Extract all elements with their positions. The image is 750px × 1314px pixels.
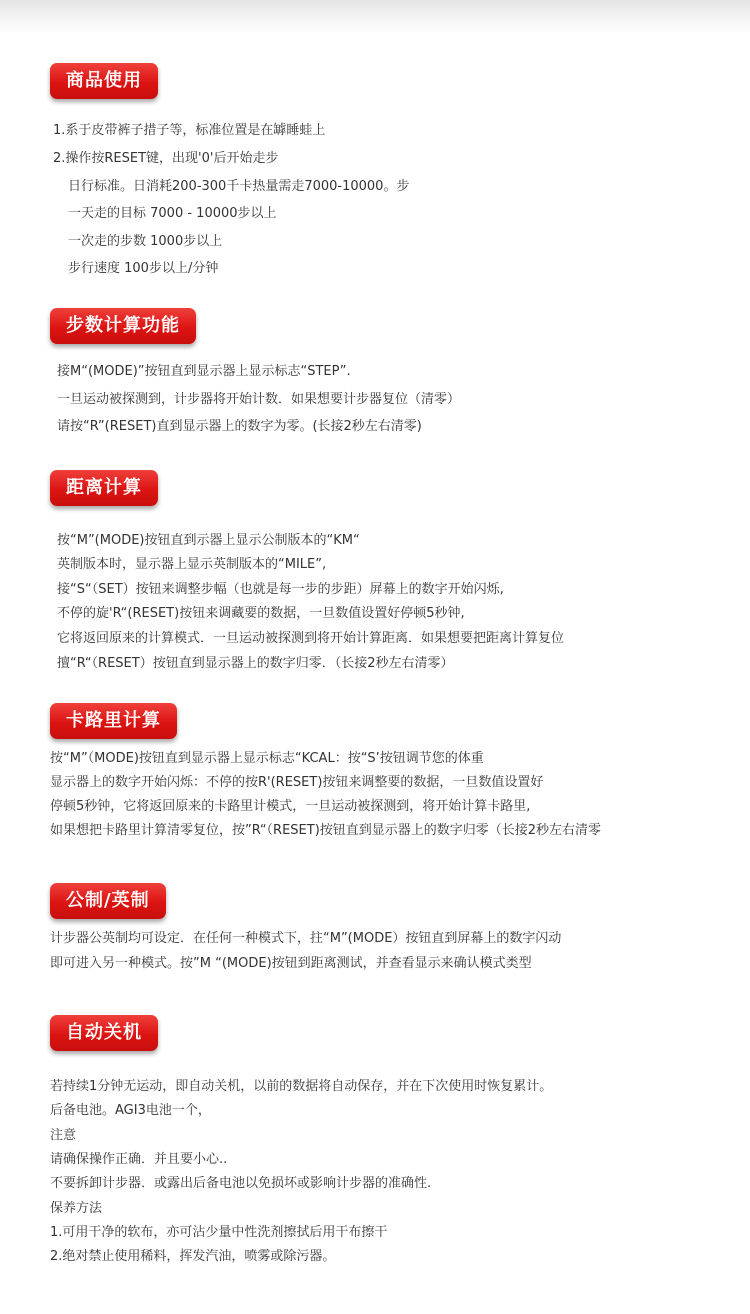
text-line: 计步器公英制均可设定．在任何一种模式下，拄“M”(MODE）按钮直到屏幕上的数字闪动 xyxy=(50,931,562,946)
section-title: 卡路里计算 xyxy=(50,703,177,739)
text-line: 保养方法 xyxy=(50,1201,103,1216)
text-line: 如果想把卡路里计算清零复位，按”R“（RESET)按钮直到显示器上的数字归零（长接2秒左右清零 xyxy=(50,823,602,838)
text-line: 停顿5秒钟，它将返回原来的卡路里计模式，一旦运动被探测到，将开始计算卡路里, xyxy=(50,799,531,814)
text-line: 一旦运动被探测到，计步器将开始计数．如果想要计步器复位（清零） xyxy=(57,392,461,407)
top-shadow-bar xyxy=(0,0,750,34)
text-line: 2.绝对禁止使用稀料，挥发汽油，喷雾或除污器。 xyxy=(50,1249,336,1264)
text-line: 它将返回原来的计算模式．一旦运动被探测到将开始计算距离．如果想要把距离计算复位 xyxy=(57,631,565,646)
section-title: 自动关机 xyxy=(50,1015,158,1051)
text-line: 一天走的目标 7000 - 10000步以上 xyxy=(68,206,277,221)
text-line: 1.可用干净的软布，亦可沾少量中性洗剂擦拭后用干布擦干 xyxy=(50,1225,388,1240)
text-line: 即可进入另一种模式。按”M “(MODE)按钮到距离测试，并查看显示来确认模式类型 xyxy=(50,956,532,971)
text-line: 擅“R“（RESET）按钮直到显示器上的数字归零．（长接2秒左右清零） xyxy=(57,656,454,671)
text-line: 步行速度 100步以上/分钟 xyxy=(68,261,219,276)
section-title: 步数计算功能 xyxy=(50,308,196,344)
text-line: 接M“(MODE)”按钮直到显示器上显示标志“STEP”. xyxy=(57,364,351,379)
text-line: 注意 xyxy=(50,1128,77,1143)
text-line: 一次走的步数 1000步以上 xyxy=(68,234,223,249)
text-line: 请按“R”(RESET)直到显示器上的数字为零。(长接2秒左右清零) xyxy=(57,419,422,434)
section-title: 距离计算 xyxy=(50,470,158,506)
text-line: 显示器上的数字开始闪烁：不停的按R'(RESET)按钮来调整要的数据，一旦数值设置好 xyxy=(50,775,544,790)
section-title: 商品使用 xyxy=(50,63,158,99)
text-line: 按“M”(MODE)按钮直到示器上显示公制版本的“KM“ xyxy=(57,533,360,548)
text-line: 后备电池。AGI3电池一个， xyxy=(50,1103,211,1118)
text-line: 请确保操作正确．并且要小心.. xyxy=(50,1152,228,1167)
section-title: 公制/英制 xyxy=(50,883,166,919)
text-line: 日行标准。日消耗200-300千卡热量需走7000-10000。步 xyxy=(68,179,410,194)
text-line: 接“S“（SET）按钮来调整步幅（也就是每一步的步距）屏幕上的数字开始闪烁, xyxy=(57,582,504,597)
text-line: 按“M”（MODE)按钮直到显示器上显示标志“KCAL：按“S’按钮调节您的体重 xyxy=(50,751,484,766)
text-line: 不要拆卸计步器．或露出后备电池以免损坏或影响计步器的准确性. xyxy=(50,1176,432,1191)
text-line: 1.系于皮带裤子措子等，标准位置是在罅睡蛙上 xyxy=(53,123,326,138)
text-line: 英制版本时，显示器上显示英制版本的“MILE”, xyxy=(57,557,327,572)
text-line: 若持续1分钟无运动，即自动关机，以前的数据将自动保存，并在下次使用时恢复累计。 xyxy=(50,1079,553,1094)
text-line: 不停的旋'R“(RESET)按钮来调藏要的数据，一旦数值设置好停顿5秒钟, xyxy=(57,606,465,621)
text-line: 2.操作按RESET键，出现'0'后开始走步 xyxy=(53,151,279,166)
